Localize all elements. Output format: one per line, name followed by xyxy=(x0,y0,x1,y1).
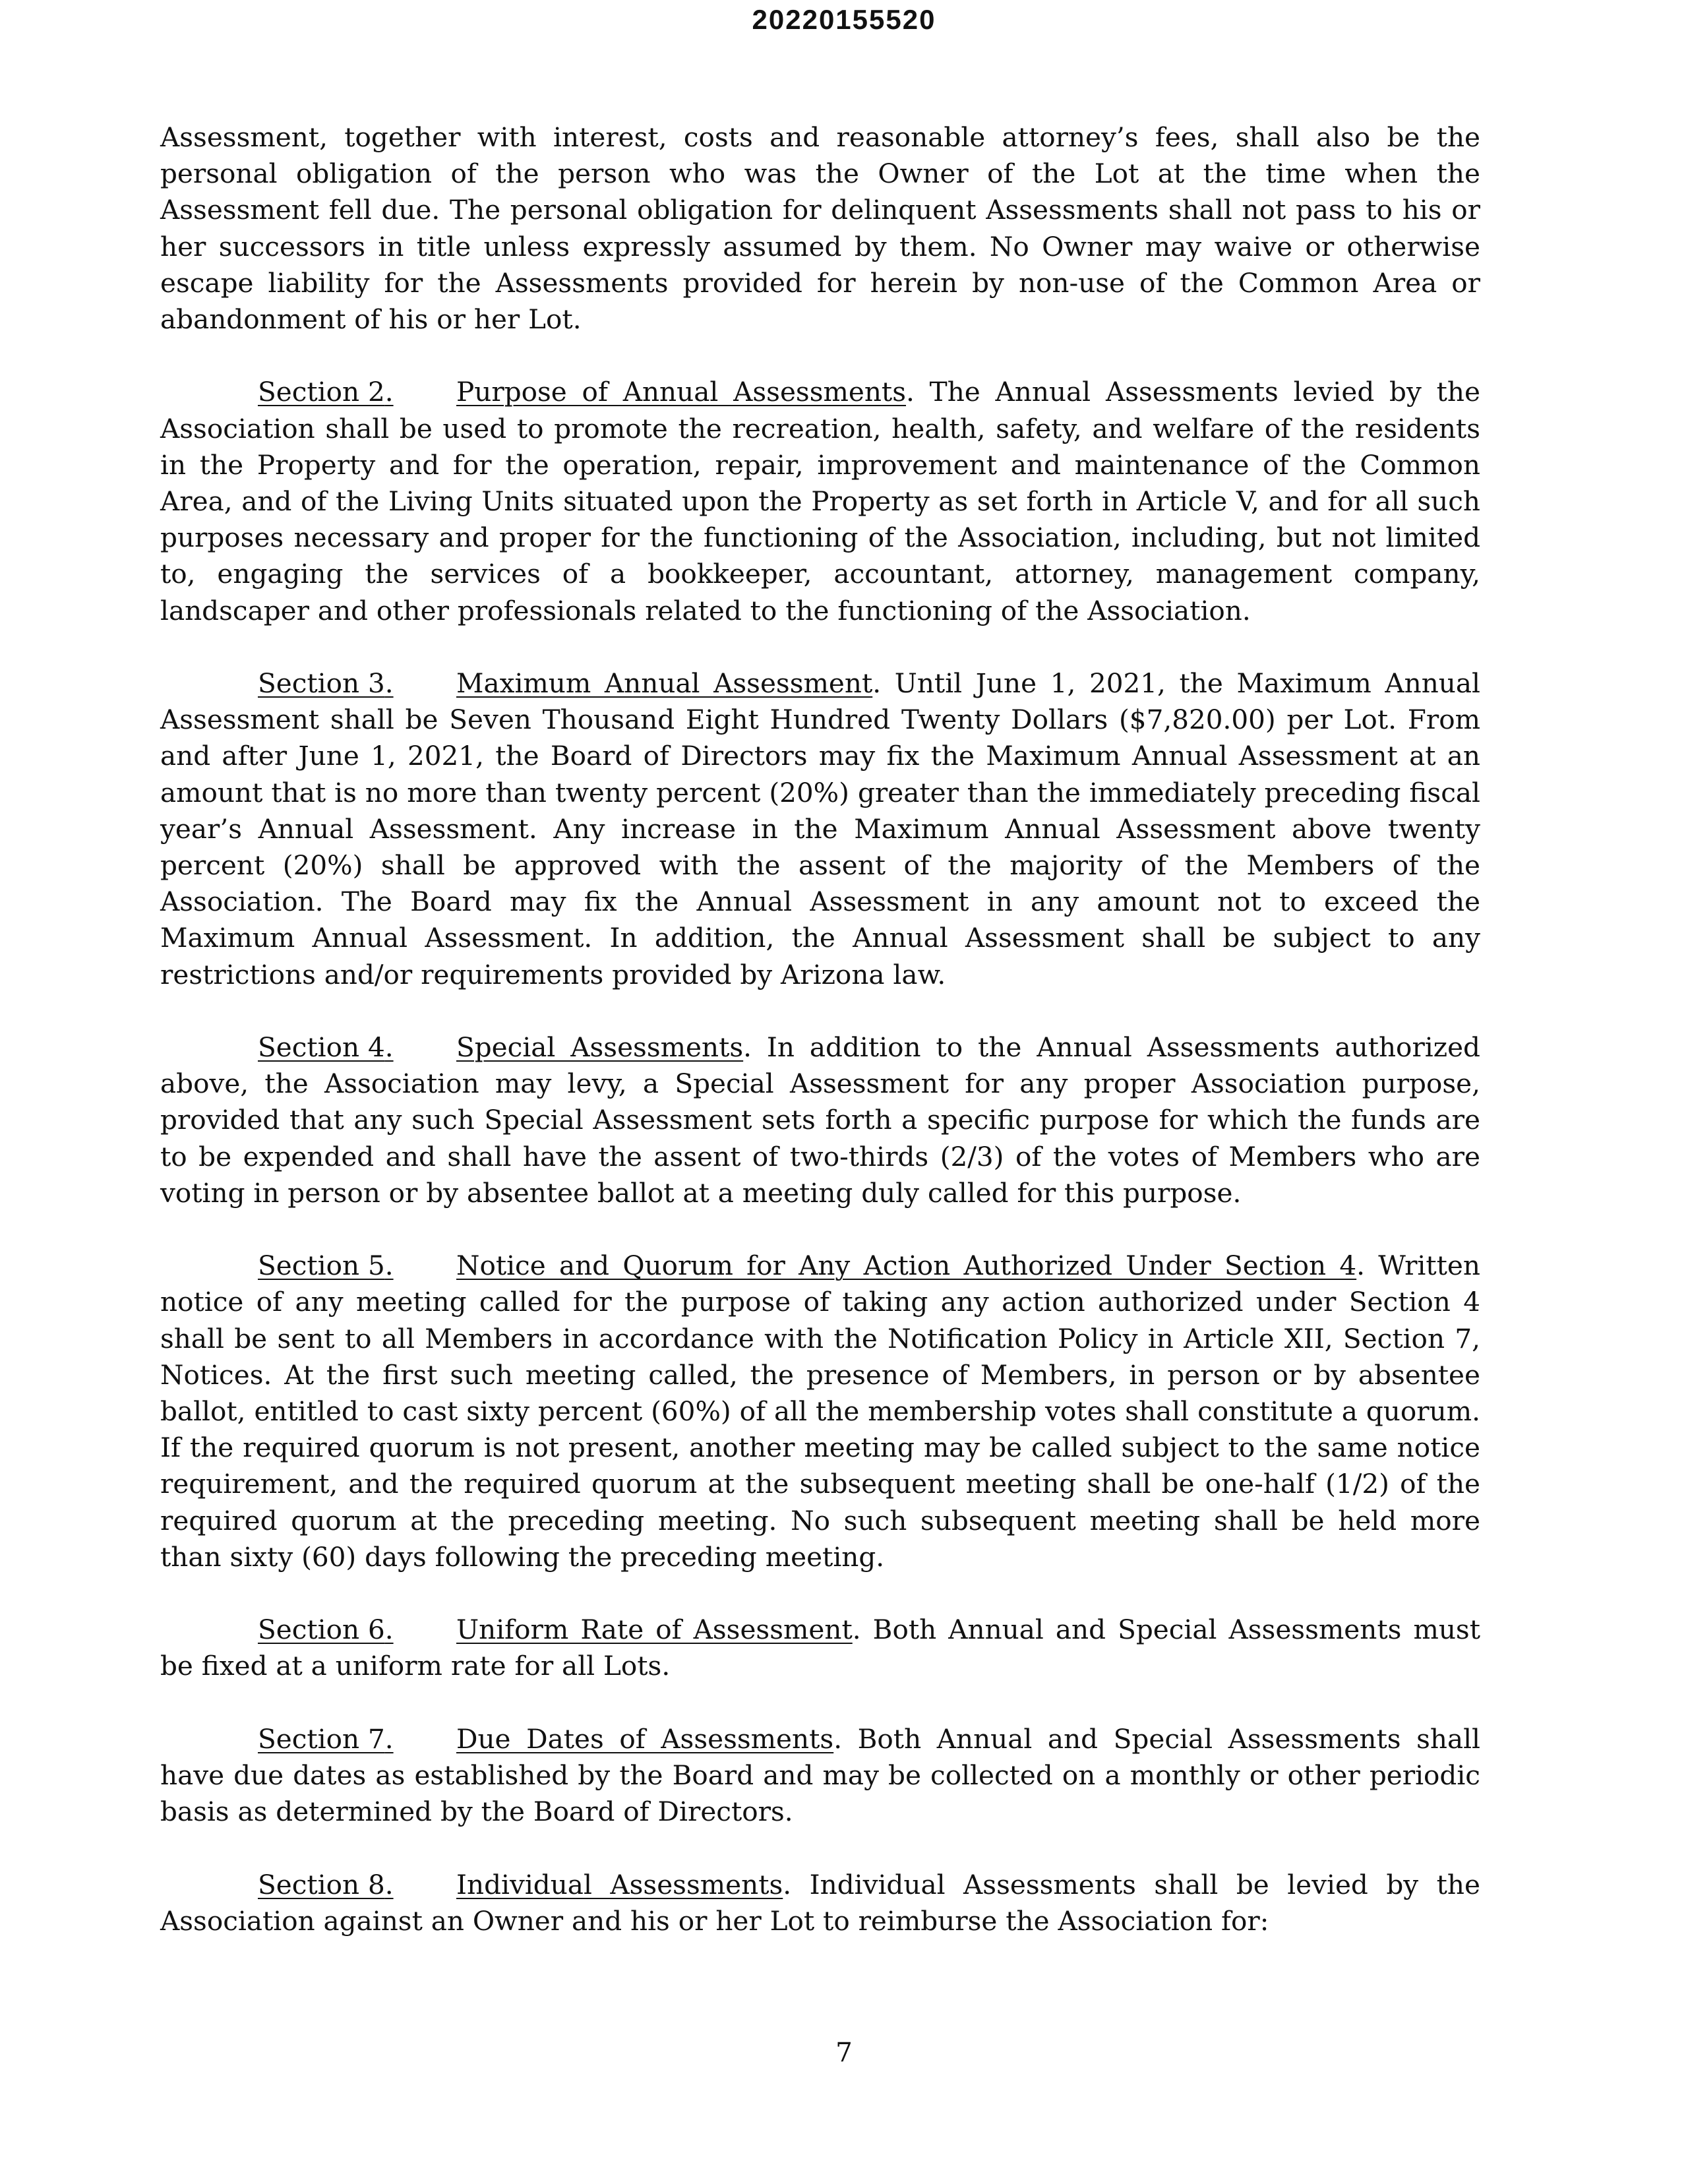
section-2-title: Purpose of Annual Assessments xyxy=(456,376,906,408)
section-3-title: Maximum Annual Assessment xyxy=(456,667,873,700)
intro-paragraph: Assessment, together with interest, costs and reasonable attorney’s fees, shall also be the personal obligation of the person who was the Owner of the Lot at the time when the Assessment fell due. The personal obligation for delinquent Assessments shall not pass to his or her successors in title unless expressly assumed by them. No Owner may waive or otherwise escape liability for the Assessments provided for herein by non-use of the Common Area or abandonment of his or her Lot. xyxy=(160,121,1480,336)
section-6-label: Section 6 xyxy=(258,1614,385,1646)
section-6-body: Both Annual and Special Assessments must be fixed at a uniform rate for all Lots. xyxy=(160,1614,1480,1682)
section-2-label: Section 2 xyxy=(258,376,385,408)
section-5-body: Written notice of any meeting called for the purpose of taking any action authorized under Section 4 shall be sent to all Members in accordance with the Notification Policy in Article XII, Section 7, Notices. At the first such meeting called, the presence of Members, in person or by absentee ballot, entitled to cast sixty percent (60%) of all the membership votes shall constitute a quorum. If the required quorum is not present, another meeting may be called subject to the same notice requirement, and the required quorum at the subsequent meeting shall be one-half (1/2) of the required quorum at the preceding meeting. No such subsequent meeting shall be held more than sixty (60) days following the preceding meeting. xyxy=(160,1250,1480,1573)
section-7-title: Due Dates of Assessments xyxy=(456,1722,834,1755)
section-3-label: Section 3 xyxy=(258,667,385,700)
section-7-paragraph: Section 7. Due Dates of Assessments. Both Annual and Special Assessments shall have due dates as established by the Board and may be collected on a monthly or other periodic basis as determined by the Board of Directors. xyxy=(160,1722,1481,1828)
document-body xyxy=(160,119,1480,1976)
page-number: 7 xyxy=(835,2036,853,2068)
section-6-title: Uniform Rate of Assessment xyxy=(456,1614,853,1646)
section-4-body: In addition to the Annual Assessments authorized above, the Association may levy, a Special Assessment for any proper Association purpose, provided that any such Special Assessment sets forth a specific purpose for which the funds are to be expended and shall have the assent of two-thirds (2/3) of the votes of Members who are voting in person or by absentee ballot at a meeting duly called for this purpose. xyxy=(160,1031,1480,1209)
section-4-paragraph: Section 4. Special Assessments. In addition to the Annual Assessments authorized above, the Association may levy, a Special Assessment for any proper Association purpose, provided that any such Special Assessment sets forth a specific purpose for which the funds are to be expended and shall have the assent of two-thirds (2/3) of the votes of Members who are voting in person or by absentee ballot at a meeting duly called for this purpose. xyxy=(160,1031,1480,1209)
section-8-title: Individual Assessments xyxy=(456,1868,783,1900)
section-5-title: Notice and Quorum for Any Action Authorized Under Section 4 xyxy=(456,1250,1357,1282)
section-8-paragraph: Section 8. Individual Assessments. Individual Assessments shall be levied by the Association against an Owner and his or her Lot to reimburse the Association for: xyxy=(160,1868,1480,1937)
section-7-body: Both Annual and Special Assessments shall have due dates as established by the Board and may be collected on a monthly or other periodic basis as determined by the Board of Directors. xyxy=(160,1722,1481,1828)
section-3-body: Until June 1, 2021, the Maximum Annual Assessment shall be Seven Thousand Eight Hundred Twenty Dollars ($7,820.00) per Lot. From and after June 1, 2021, the Board of Directors may fix the Maximum Annual Assessment at an amount that is no more than twenty percent (20%) greater than the immediately preceding fiscal year’s Annual Assessment. Any increase in the Maximum Annual Assessment above twenty percent (20%) shall be approved with the assent of the majority of the Members of the Association. The Board may fix the Annual Assessment in any amount not to exceed the Maximum Annual Assessment. In addition, the Annual Assessment shall be subject to any restrictions and/or requirements provided by Arizona law. xyxy=(160,667,1480,990)
section-5-label: Section 5 xyxy=(258,1250,385,1282)
recording-number: 20220155520 xyxy=(752,4,936,35)
section-8-label: Section 8 xyxy=(258,1868,385,1900)
section-2-paragraph: Section 2. Purpose of Annual Assessments. The Annual Assessments levied by the Association shall be used to promote the recreation, health, safety, and welfare of the residents in the Property and for the operation, repair, improvement and maintenance of the Common Area, and of the Living Units situated upon the Property as set forth in Article V, and for all such purposes necessary and proper for the functioning of the Association, including, but not limited to, engaging the services of a bookkeeper, accountant, attorney, management company, landscaper and other professionals related to the functioning of the Association. xyxy=(160,376,1480,626)
section-8-body: Individual Assessments shall be levied by the Association against an Owner and his or her Lot to reimburse the Association for: xyxy=(160,1868,1480,1937)
section-4-title: Special Assessments xyxy=(456,1031,744,1064)
section-3-paragraph: Section 3. Maximum Annual Assessment. Until June 1, 2021, the Maximum Annual Assessment shall be Seven Thousand Eight Hundred Twenty Dollars ($7,820.00) per Lot. From and after June 1, 2021, the Board of Directors may fix the Maximum Annual Assessment at an amount that is no more than twenty percent (20%) greater than the immediately preceding fiscal year’s Annual Assessment. Any increase in the Maximum Annual Assessment above twenty percent (20%) shall be approved with the assent of the majority of the Members of the Association. The Board may fix the Annual Assessment in any amount not to exceed the Maximum Annual Assessment. In addition, the Annual Assessment shall be subject to any restrictions and/or requirements provided by Arizona law. xyxy=(160,667,1480,990)
section-4-label: Section 4 xyxy=(258,1031,385,1064)
section-7-label: Section 7 xyxy=(258,1722,385,1755)
section-6-paragraph: Section 6. Uniform Rate of Assessment. Both Annual and Special Assessments must be fixed at a uniform rate for all Lots. xyxy=(160,1614,1480,1682)
section-5-paragraph: Section 5. Notice and Quorum for Any Action Authorized Under Section 4. Written notice of any meeting called for the purpose of taking any action authorized under Section 4 shall be sent to all Members in accordance with the Notification Policy in Article XII, Section 7, Notices. At the first such meeting called, the presence of Members, in person or by absentee ballot, entitled to cast sixty percent (60%) of all the membership votes shall constitute a quorum. If the required quorum is not present, another meeting may be called subject to the same notice requirement, and the required quorum at the subsequent meeting shall be one-half (1/2) of the required quorum at the preceding meeting. No such subsequent meeting shall be held more than sixty (60) days following the preceding meeting. xyxy=(160,1250,1480,1573)
section-2-body: The Annual Assessments levied by the Association shall be used to promote the recreation, health, safety, and welfare of the residents in the Property and for the operation, repair, improvement and maintenance of the Common Area, and of the Living Units situated upon the Property as set forth in Article V, and for all such purposes necessary and proper for the functioning of the Association, including, but not limited to, engaging the services of a bookkeeper, accountant, attorney, management company, landscaper and other professionals related to the functioning of the Association. xyxy=(160,376,1480,626)
